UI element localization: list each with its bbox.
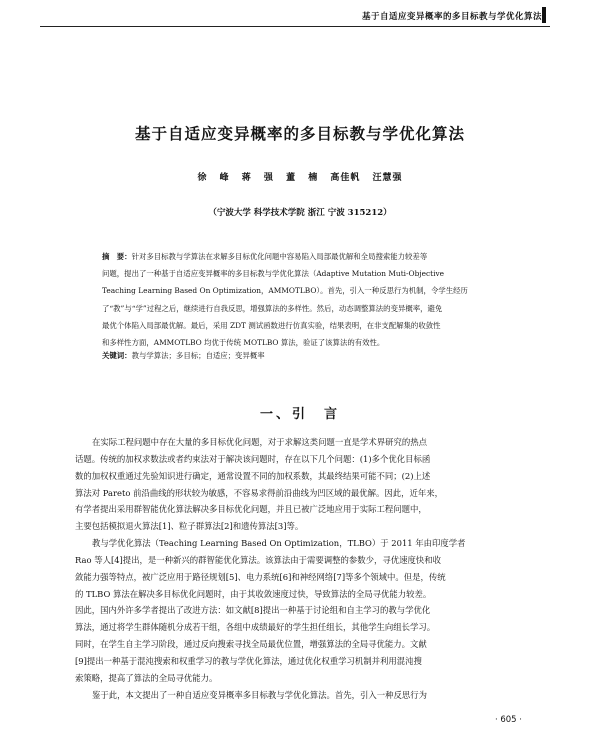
- body-line: 的 TLBO 算法在解决多目标优化问题时，由于其收敛速度过快，导致算法的全局寻优能力较差。: [75, 588, 432, 599]
- running-header: 基于自适应变异概率的多目标教与学优化算法: [361, 12, 542, 22]
- body-text: [75, 434, 540, 704]
- body-line: 敛能力强等特点，被广泛应用于路径规划[5]、电力系统[6]和神经网络[7]等多个领域中。但是，传统: [75, 571, 446, 582]
- body-line: 教与学优化算法（Teaching Learning Based On Optimization，TLBO）于 2011 年由印度学者: [92, 538, 466, 549]
- keywords-label: 关键词：: [102, 351, 132, 360]
- body-line: 有学者提出采用群智能优化算法解决多目标优化问题，并且已被广泛地应用于实际工程问题中，: [75, 504, 427, 515]
- affiliation: （宁波大学 科学技术学院 浙江 宁波 315212）: [208, 208, 392, 218]
- abstract-line: 最优个体陷入局部最优解。最后，采用 ZDT 测试函数进行仿真实验，结果表明，在非支配解集的收敛性: [102, 320, 441, 330]
- body-line: 话题。传统的加权求数法或者约束法对于解决该问题时，存在以下几个问题：(1)多个优化目标函: [75, 453, 431, 464]
- abstract-line-text: 针对多目标教与学算法在求解多目标优化问题中容易陷入局部最优解和全局搜索能力较差等: [131, 252, 428, 261]
- abstract-line: 问题，提出了一种基于自适应变异概率的多目标教与学优化算法（Adaptive Mutation Muti-Objective: [102, 269, 445, 279]
- abstract-line: 了“教”与“学”过程之后，继续进行自我反思，增强算法的多样性。然后，动态调整算法的变异概率，避免: [102, 303, 443, 313]
- body-line: 因此，国内外许多学者提出了改进方法：如文献[8]提出一种基于讨论组和自主学习的教与学优化: [75, 605, 431, 616]
- abstract-line: [102, 248, 518, 265]
- body-line: 算法对 Pareto 前沿曲线的形状较为敏感，不容易求得前沿曲线为凹区域的最优解。因此，近年来，: [75, 487, 443, 498]
- authors: 徐 峰 蒋 强 董 楠 高佳帆 汪慧强: [197, 173, 403, 183]
- abstract: [102, 248, 518, 351]
- body-line: 主要包括模拟退火算法[1]、粒子群算法[2]和遗传算法[3]等。: [75, 521, 304, 532]
- body-line: [9]提出一种基于混沌搜索和权重学习的教与学优化算法，通过优化权重学习机制并利用混沌搜: [75, 655, 422, 666]
- body-line: 算法，通过将学生群体随机分成若干组，各组中成绩最好的学生担任组长，其他学生向组长学习。: [75, 622, 436, 633]
- body-line: Rao 等人[4]提出，是一种新兴的群智能优化算法。该算法由于需要调整的参数少，寻优速度快和收: [75, 554, 442, 565]
- keywords: [102, 349, 518, 363]
- page-number: · 605 ·: [494, 715, 522, 725]
- header-rule: [40, 26, 550, 27]
- body-line: 数的加权权重通过先验知识进行确定，通常设置不同的加权系数，其最终结果可能不同；(2)上述: [75, 470, 431, 481]
- section-heading: 一、引 言: [259, 407, 340, 422]
- body-line: 鉴于此，本文提出了一种自适应变异概率多目标教与学优化算法。首先，引入一种反思行为: [92, 689, 427, 700]
- abstract-line: Teaching Learning Based On Optimization，AMMOTLBO）。首先，引入一种反思行为机制，令学生经历: [102, 286, 468, 296]
- keywords-text: 教与学算法；多目标；自适应；变异概率: [131, 351, 265, 360]
- paper-title: 基于自适应变异概率的多目标教与学优化算法: [134, 124, 465, 143]
- abstract-label: 摘 要：: [102, 252, 132, 261]
- body-line: 同时，在学生自主学习阶段，通过反向搜索寻找全局最优位置，增强算法的全局寻优能力。文献: [75, 639, 427, 650]
- abstract-line: 和多样性方面，AMMOTLBO 均优于传统 MOTLBO 算法，验证了该算法的有效性。: [102, 337, 385, 347]
- header-bar: [542, 7, 546, 23]
- body-line: 在实际工程问题中存在大量的多目标优化问题，对于求解这类问题一直是学术界研究的热点: [92, 437, 427, 447]
- body-line: 索策略，提高了算法的全局寻优能力。: [75, 672, 218, 683]
